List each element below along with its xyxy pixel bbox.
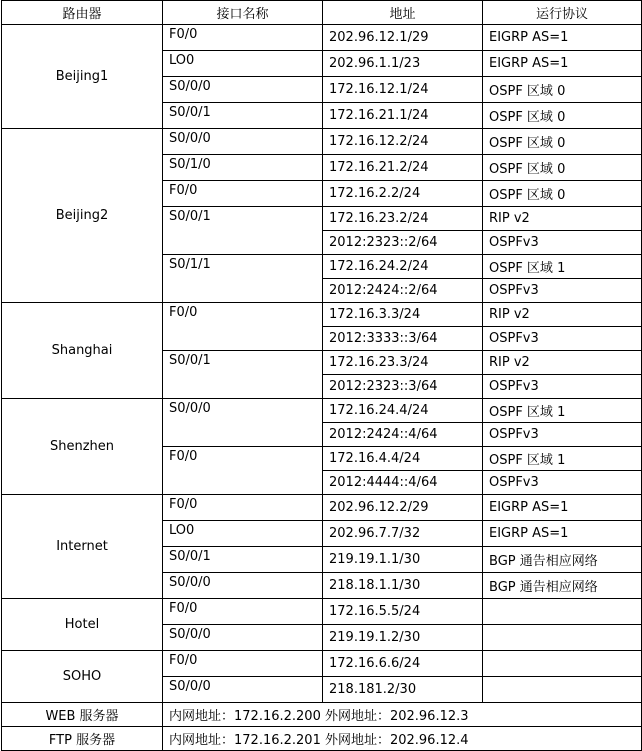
table-row bbox=[2, 599, 642, 625]
protocol-cell: OSPFv3 bbox=[483, 327, 642, 351]
address-cell: 202.96.1.1/23 bbox=[323, 51, 483, 77]
protocol-cell: RIP v2 bbox=[483, 351, 642, 375]
protocol-cell: OSPFv3 bbox=[483, 231, 642, 255]
router-name: Shanghai bbox=[2, 303, 163, 399]
interface-name: F0/0 bbox=[163, 651, 323, 677]
interface-name: S0/0/1 bbox=[163, 103, 323, 129]
table-body bbox=[2, 25, 642, 751]
router-address-table bbox=[1, 0, 642, 751]
address-cell: 2012:2424::2/64 bbox=[323, 279, 483, 303]
address-cell: 219.19.1.2/30 bbox=[323, 625, 483, 651]
router-name: SOHO bbox=[2, 651, 163, 703]
protocol-cell: RIP v2 bbox=[483, 207, 642, 231]
address-cell: 172.16.12.2/24 bbox=[323, 129, 483, 155]
address-cell: 172.16.23.2/24 bbox=[323, 207, 483, 231]
table-row bbox=[2, 495, 642, 521]
protocol-cell: OSPF 区域 0 bbox=[483, 77, 642, 103]
interface-name: S0/0/1 bbox=[163, 207, 323, 255]
address-cell: 202.96.12.1/29 bbox=[323, 25, 483, 51]
protocol-cell: BGP 通告相应网络 bbox=[483, 547, 642, 573]
table-row bbox=[2, 399, 642, 423]
address-cell: 172.16.21.1/24 bbox=[323, 103, 483, 129]
protocol-cell: OSPFv3 bbox=[483, 375, 642, 399]
protocol-cell: EIGRP AS=1 bbox=[483, 25, 642, 51]
protocol-cell bbox=[483, 677, 642, 703]
protocol-cell: RIP v2 bbox=[483, 303, 642, 327]
protocol-cell: OSPFv3 bbox=[483, 279, 642, 303]
table-row bbox=[2, 303, 642, 327]
interface-name: S0/0/1 bbox=[163, 547, 323, 573]
header-router: 路由器 bbox=[2, 1, 163, 25]
protocol-cell: OSPFv3 bbox=[483, 471, 642, 495]
server-name: WEB 服务器 bbox=[2, 703, 163, 727]
interface-name: S0/0/1 bbox=[163, 351, 323, 399]
interface-name: S0/1/1 bbox=[163, 255, 323, 303]
interface-name: S0/0/0 bbox=[163, 399, 323, 447]
router-name: Shenzhen bbox=[2, 399, 163, 495]
protocol-cell: OSPF 区域 0 bbox=[483, 181, 642, 207]
protocol-cell: OSPFv3 bbox=[483, 423, 642, 447]
server-name: FTP 服务器 bbox=[2, 727, 163, 751]
address-cell: 172.16.21.2/24 bbox=[323, 155, 483, 181]
protocol-cell bbox=[483, 625, 642, 651]
protocol-cell bbox=[483, 599, 642, 625]
address-cell: 172.16.3.3/24 bbox=[323, 303, 483, 327]
protocol-cell bbox=[483, 651, 642, 677]
interface-name: F0/0 bbox=[163, 303, 323, 351]
protocol-cell: OSPF 区域 0 bbox=[483, 129, 642, 155]
protocol-cell: EIGRP AS=1 bbox=[483, 495, 642, 521]
table-row bbox=[2, 129, 642, 155]
interface-name: S0/0/0 bbox=[163, 625, 323, 651]
interface-name: F0/0 bbox=[163, 495, 323, 521]
address-cell: 202.96.12.2/29 bbox=[323, 495, 483, 521]
header-interface: 接口名称 bbox=[163, 1, 323, 25]
address-cell: 2012:2323::3/64 bbox=[323, 375, 483, 399]
interface-name: LO0 bbox=[163, 521, 323, 547]
server-info: 内网地址：172.16.2.201 外网地址：202.96.12.4 bbox=[163, 727, 642, 751]
interface-name: S0/1/0 bbox=[163, 155, 323, 181]
interface-name: S0/0/0 bbox=[163, 573, 323, 599]
address-cell: 2012:2424::4/64 bbox=[323, 423, 483, 447]
router-name: Internet bbox=[2, 495, 163, 599]
address-cell: 172.16.12.1/24 bbox=[323, 77, 483, 103]
protocol-cell: OSPF 区域 0 bbox=[483, 103, 642, 129]
interface-name: F0/0 bbox=[163, 25, 323, 51]
address-cell: 172.16.6.6/24 bbox=[323, 651, 483, 677]
protocol-cell: EIGRP AS=1 bbox=[483, 521, 642, 547]
address-cell: 2012:2323::2/64 bbox=[323, 231, 483, 255]
header-row bbox=[2, 1, 642, 25]
address-cell: 172.16.5.5/24 bbox=[323, 599, 483, 625]
interface-name: LO0 bbox=[163, 51, 323, 77]
address-cell: 172.16.2.2/24 bbox=[323, 181, 483, 207]
server-row bbox=[2, 727, 642, 751]
interface-name: F0/0 bbox=[163, 599, 323, 625]
address-cell: 218.18.1.1/30 bbox=[323, 573, 483, 599]
interface-name: S0/0/0 bbox=[163, 129, 323, 155]
table-row bbox=[2, 25, 642, 51]
protocol-cell: OSPF 区域 1 bbox=[483, 399, 642, 423]
address-cell: 202.96.7.7/32 bbox=[323, 521, 483, 547]
address-cell: 172.16.24.2/24 bbox=[323, 255, 483, 279]
protocol-cell: OSPF 区域 0 bbox=[483, 155, 642, 181]
address-cell: 218.181.2/30 bbox=[323, 677, 483, 703]
server-info: 内网地址：172.16.2.200 外网地址：202.96.12.3 bbox=[163, 703, 642, 727]
protocol-cell: OSPF 区域 1 bbox=[483, 255, 642, 279]
address-cell: 2012:4444::4/64 bbox=[323, 471, 483, 495]
protocol-cell: OSPF 区域 1 bbox=[483, 447, 642, 471]
address-cell: 172.16.24.4/24 bbox=[323, 399, 483, 423]
address-cell: 219.19.1.1/30 bbox=[323, 547, 483, 573]
address-cell: 172.16.4.4/24 bbox=[323, 447, 483, 471]
address-cell: 2012:3333::3/64 bbox=[323, 327, 483, 351]
protocol-cell: BGP 通告相应网络 bbox=[483, 573, 642, 599]
router-name: Beijing2 bbox=[2, 129, 163, 303]
interface-name: F0/0 bbox=[163, 181, 323, 207]
interface-name: S0/0/0 bbox=[163, 677, 323, 703]
interface-name: S0/0/0 bbox=[163, 77, 323, 103]
router-name: Hotel bbox=[2, 599, 163, 651]
header-address: 地址 bbox=[323, 1, 483, 25]
header-protocol: 运行协议 bbox=[483, 1, 642, 25]
server-row bbox=[2, 703, 642, 727]
table-row bbox=[2, 651, 642, 677]
interface-name: F0/0 bbox=[163, 447, 323, 495]
address-cell: 172.16.23.3/24 bbox=[323, 351, 483, 375]
protocol-cell: EIGRP AS=1 bbox=[483, 51, 642, 77]
router-name: Beijing1 bbox=[2, 25, 163, 129]
